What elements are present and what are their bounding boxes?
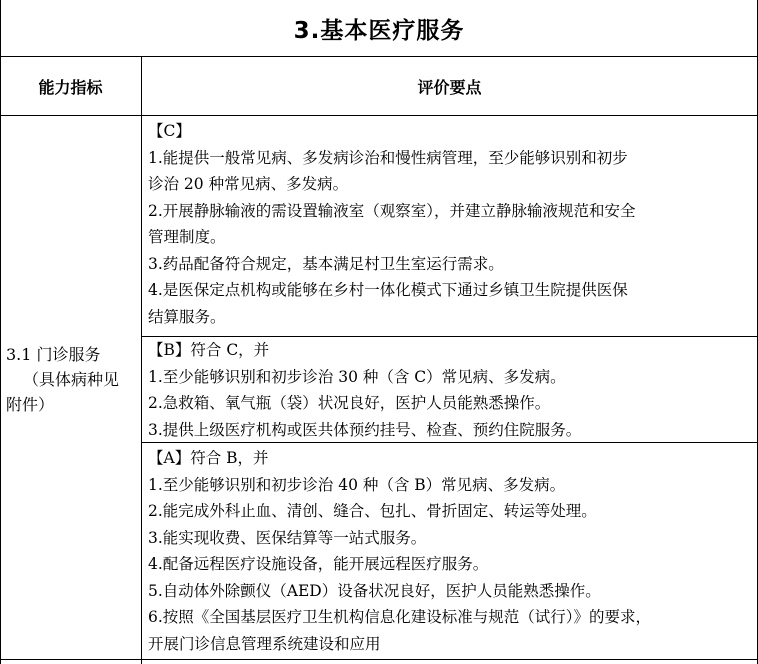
section-line: 诊治 20 种常见病、多发病。 (148, 175, 349, 193)
section-line: 管理制度。 (148, 228, 226, 246)
section-level-a (148, 445, 753, 657)
section-line: 3.能实现收费、医保结算等一站式服务。 (148, 528, 427, 547)
indicator-cell (6, 342, 136, 417)
indicator-line: （具体病种见 (22, 370, 119, 389)
divider (141, 56, 142, 664)
page-title: 3.基本医疗服务 (293, 18, 465, 44)
section-line: 5.自动体外除颤仪（AED）设备状况良好，医护人员能熟悉操作。 (148, 581, 601, 600)
section-line: 4.是医保定点机构或能够在乡村一体化模式下通过乡镇卫生院提供医保 (148, 281, 628, 299)
section-line: 2.能完成外科止血、清创、缝合、包扎、骨折固定、转运等处理。 (148, 502, 597, 520)
section-line: 【A】符合 B，并 (148, 449, 269, 467)
section-line: 2.急救箱、氧气瓶（袋）状况良好，医护人员能熟悉操作。 (148, 394, 551, 412)
section-line: 1.至少能够识别和初步诊治 30 种（含 C）常见病、多发病。 (148, 367, 566, 386)
section-line: 1.能提供一般常见病、多发病诊治和慢性病管理，至少能够识别和初步 (148, 148, 628, 167)
section-line: 3.提供上级医疗机构或医共体预约挂号、检查、预约住院服务。 (148, 420, 582, 439)
indicator-line: 3.1 门诊服务 (6, 345, 101, 364)
section-line: 【B】符合 C，并 (148, 341, 270, 359)
header-capability: 能力指标 (38, 78, 103, 97)
section-line: 1.至少能够识别和初步诊治 40 种（含 B）常见病、多发病。 (148, 475, 566, 494)
section-line: 结算服务。 (148, 307, 226, 326)
divider (0, 659, 758, 660)
section-level-c (148, 118, 753, 330)
section-line: 6.按照《全国基层医疗卫生机构信息化建设标准与规范（试行）》的要求， (148, 608, 652, 626)
header-key-points: 评价要点 (417, 78, 482, 97)
section-line: 4.配备远程医疗设施设备，能开展远程医疗服务。 (148, 555, 489, 573)
section-line: 2.开展静脉输液的需设置输液室（观察室），并建立静脉输液规范和安全 (148, 201, 636, 220)
section-line: 开展门诊信息管理系统建设和应用 (148, 634, 381, 653)
section-line: 3.药品配备符合规定，基本满足村卫生室运行需求。 (148, 254, 504, 273)
section-line: 【C】 (148, 122, 191, 140)
section-level-b (148, 337, 753, 443)
indicator-line: 附件） (6, 395, 55, 414)
